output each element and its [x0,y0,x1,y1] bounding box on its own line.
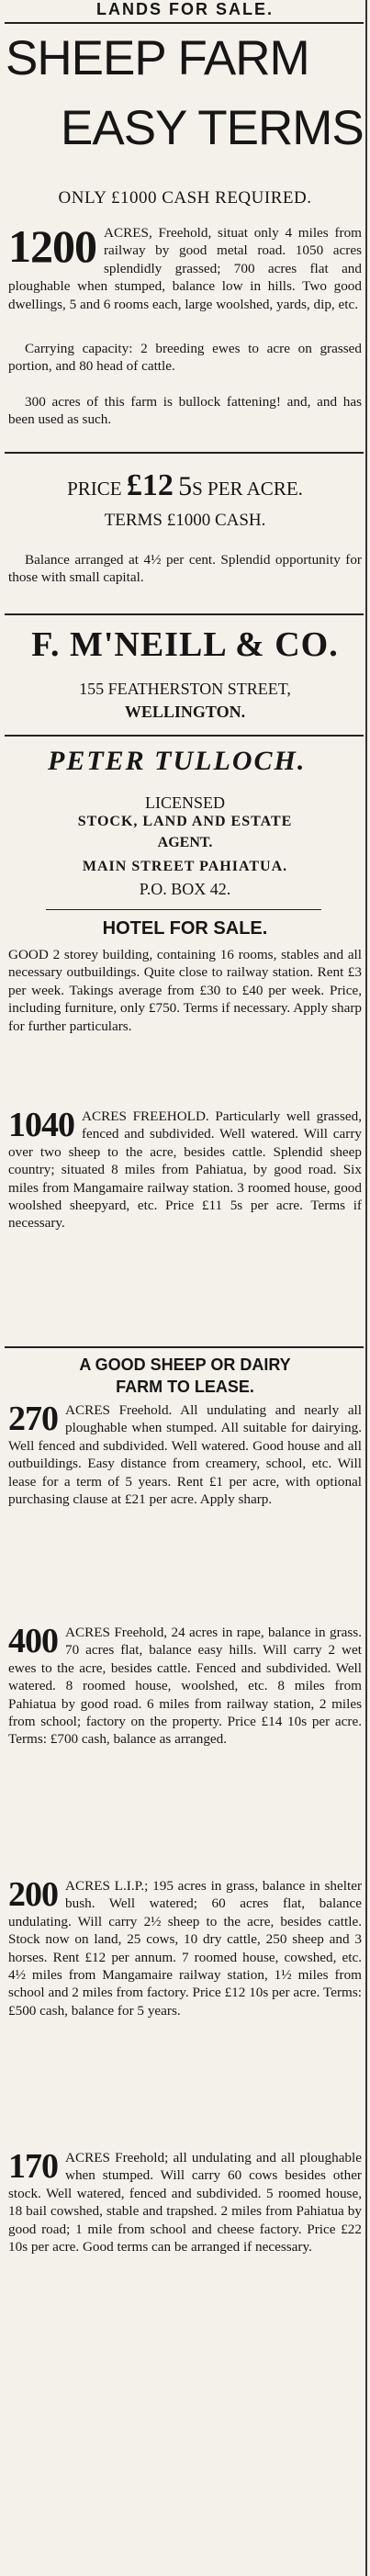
price-prefix: PRICE [67,478,122,500]
ad-body [8,2149,362,2255]
ad-body [8,1624,362,1749]
ad-body-text: ACRES Freehold. All undulating and nearly all ploughable when stumped. All suitable for dairying. Well fenced and subdivided. Well watered. Good house and all outbuildings. Easy distance from creamery, school, etc. Will lease for a term of 5 years. Rent £1 per acre, with optional purchasing clause at £21 per acre. Apply sharp. [8,1402,362,1508]
agent-line: AGENT. [157,835,213,850]
agent-city: WELLINGTON. [124,703,246,721]
hotel-body-text: GOOD 2 storey building, containing 16 rooms, stables and all necessary outbuildings. Quite close to railway station. Rent £3 per week. Takings average from £30 to £40 per week. Price, including furniture, only £750. Terms if necessary. Apply sharp for further particulars. [8,947,362,1034]
acreage-number: 270 [8,1400,58,1438]
acreage-number: 1200 [8,220,96,272]
price-amount: £12 [126,468,174,502]
agent-line: STOCK, LAND AND ESTATE [77,814,293,829]
hotel-title: HOTEL FOR SALE. [102,918,268,939]
acreage-number: 1040 [8,1106,74,1144]
price-line [0,470,370,504]
ad-paragraph: Balance arranged at 4½ per cent. Splendid opportunity for those with small capital. [8,552,362,586]
ad-body [8,1401,362,1508]
divider [5,22,364,24]
lease-title: A GOOD SHEEP OR DAIRY [79,1355,291,1374]
agent-address: 155 FEATHERSTON STREET, [79,680,291,698]
ad-body-text: ACRES FREEHOLD. Particularly well grassed, fenced and subdivided. Well watered. Will carry over two sheep to the acre, besides cattle. Splendid sheep country; situated 8 miles from Pahiatua, by good road. Six miles from Mangamaire railway station. 3 roomed house, good woolshed sheepyard, etc. Price £11 5s per acre. Terms if necessary. [8,1108,362,1232]
price-shillings: 5 [178,471,193,501]
section-header: LANDS FOR SALE. [95,0,274,18]
agent-name: F. M'NEILL & CO. [31,625,339,664]
divider [5,452,364,454]
ad-body-text: ACRES L.I.P.; 195 acres in grass, balance in shelter bush. Well watered; 60 acres flat, balance undulating. Will carry 2½ sheep to the acre, besides cattle. Stock now on land, 25 cows, 10 dry cattle, 250 sheep and 3 horses. Rent £12 per annum. 7 roomed house, cowshed, etc. 4½ miles from Mangamaire railway station, 1½ miles from school and 2 miles from factory. Price £12 10s per acre. Terms: £500 cash, balance for 5 years. [8,1878,362,2019]
ad-body-text: ACRES Freehold; all undulating and all ploughable when stumped. Will carry 60 cows besides other stock. Well watered, fenced and subdivided. 5 roomed house, 18 bail cowshed, stable and trapshed. 2 miles from Pahiatua by good road; 1 mile from school and cheese factory. Price £22 10s per acre. Good terms can be arranged if necessary. [8,2150,362,2255]
agent-line: MAIN STREET PAHIATUA. [82,859,288,874]
divider [5,613,364,615]
ad-body-text: ACRES, Freehold, situat only 4 miles from railway by good metal road. 1050 acres splendidly grassed; 700 acres flat and ploughable when stumped, balance low in hills. Two good dwellings, 5 and 6 rooms each, large woolshed, yards, dip, etc. [8,225,362,312]
agent-line: P.O. BOX 42. [139,880,231,898]
ad-paragraph: 300 acres of this farm is bullock fattening! and, and has been used as such. [8,394,362,428]
acreage-number: 400 [8,1622,58,1660]
terms-line: TERMS £1000 CASH. [104,511,266,530]
lease-title: FARM TO LEASE. [116,1378,254,1396]
column-rule [365,0,367,2576]
agent-name: PETER TULLOCH. [48,746,307,776]
ad-body [8,1108,362,1232]
ad-body [8,1877,362,2019]
ad-body-text: ACRES Freehold, 24 acres in rape, balance in grass. 70 acres flat, balance easy hills. Will carry 2 wet ewes to the acre, besides cattle. Fenced and subdivided. Well watered. 8 roomed house, woolshed, etc. 8 miles from Pahiatua by good road. 6 miles from railway station, 2 miles from school; factory on the property. Price £14 10s per acre. Terms: £700 cash, balance as arranged. [8,1625,362,1748]
acreage-number: 170 [8,2147,58,2186]
ad-paragraph: Carrying capacity: 2 breeding ewes to acre on grassed portion, and 80 head of cattle. [8,341,362,375]
ad-subhead: ONLY £1000 CASH REQUIRED. [58,188,312,208]
acreage-number: 200 [8,1875,58,1914]
divider [5,735,364,737]
ad-title-sheep-farm: SHEEP FARM [6,31,309,85]
hotel-body [8,946,362,1035]
divider [5,1346,364,1348]
price-suffix: S PER ACRE. [192,478,303,500]
ad-title-easy-terms: EASY TERMS [61,101,364,155]
agent-line: LICENSED [145,793,225,812]
ad-body [8,220,362,313]
divider [46,909,321,910]
